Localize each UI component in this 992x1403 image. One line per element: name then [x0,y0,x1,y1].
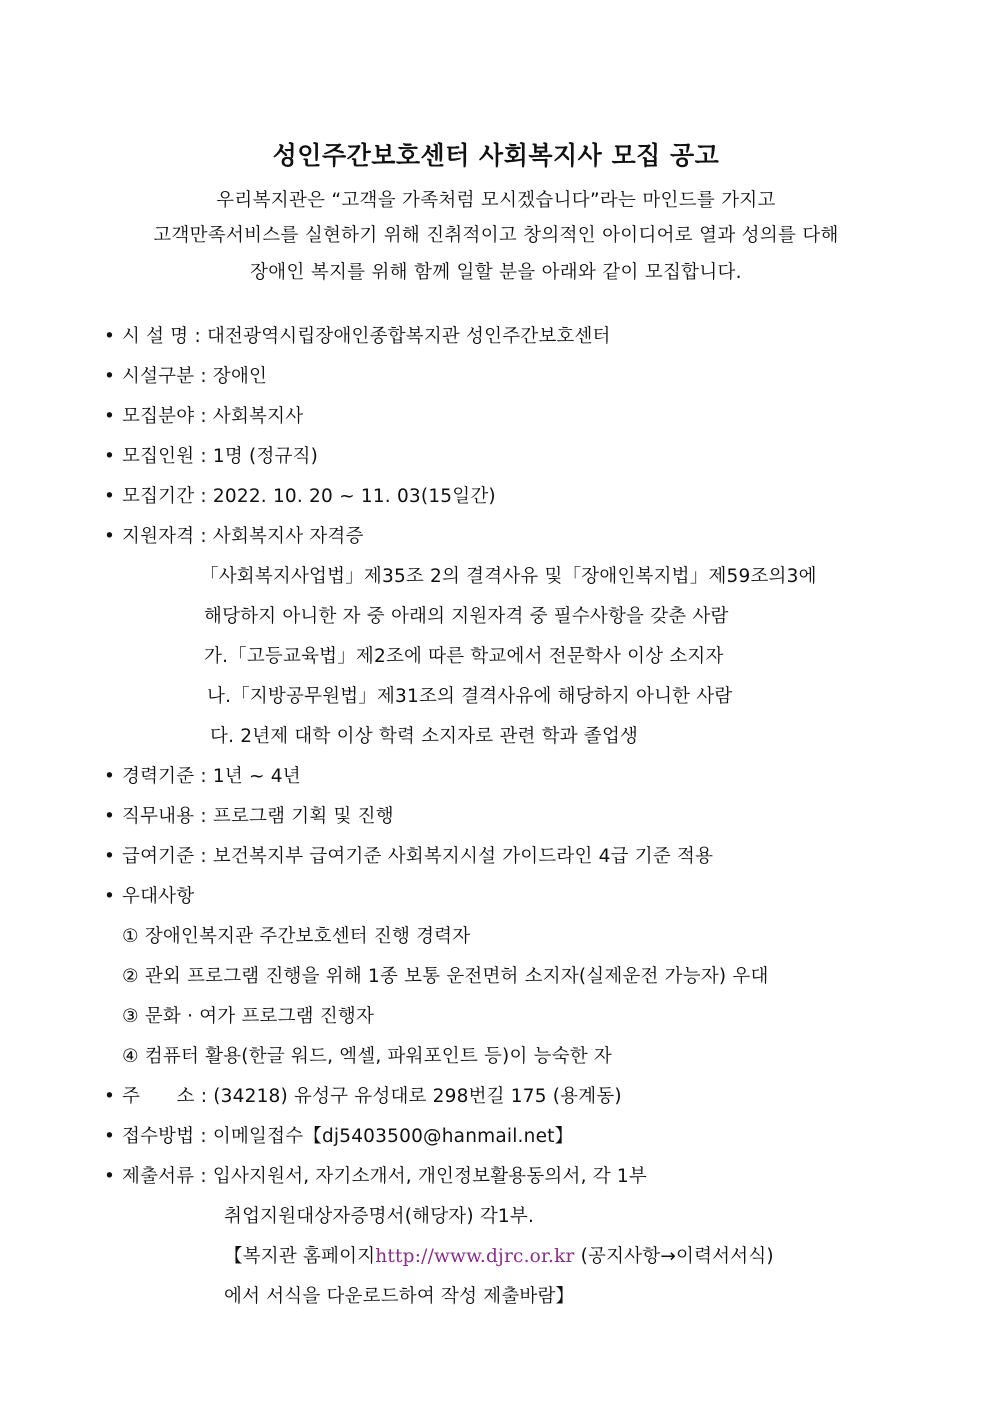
bullet: • [104,1086,116,1107]
item-facility: • 시 설 명 : 대전광역시립장애인종합복지관 성인주간보호센터 [104,326,611,347]
item-label: 우대사항 [122,886,195,907]
item-label: 시 설 명 [122,326,189,347]
documents-line-3-suffix: (공지사항→이력서서식) [574,1246,774,1267]
qualification-detail: 「사회복지사업법」제35조 2의 결격사유 및「장애인복지법」제59조의3에 [200,566,817,587]
preference-detail: ① 장애인복지관 주간보호센터 진행 경력자 [122,926,471,947]
item-value: 이메일접수【dj5403500@hanmail.net】 [212,1126,574,1147]
item-application: • 접수방법 : 이메일접수【dj5403500@hanmail.net】 [104,1126,574,1147]
item-duties: • 직무내용 : 프로그램 기획 및 진행 [104,806,394,827]
item-label: 주 소 [122,1086,195,1107]
item-label: 접수방법 [122,1126,195,1147]
item-value: 사회복지사 자격증 [212,526,364,547]
qualification-detail: 해당하지 아니한 자 중 아래의 지원자격 중 필수사항을 갖춘 사람 [204,606,729,627]
item-value: 대전광역시립장애인종합복지관 성인주간보호센터 [206,326,611,347]
item-headcount: • 모집인원 : 1명 (정규직) [104,446,319,467]
bullet: • [104,446,116,467]
documents-line-3-prefix: 【복지관 홈페이지 [224,1246,376,1267]
bullet: • [104,406,116,427]
item-label: 모집기간 [122,486,195,507]
item-documents: • 제출서류 : 입사지원서, 자기소개서, 개인정보활용동의서, 각 1부 [104,1166,647,1187]
item-value: 1명 (정규직) [212,446,319,467]
item-label: 경력기준 [122,766,195,787]
item-label: 모집분야 [122,406,195,427]
item-label: 모집인원 [122,446,195,467]
item-field: • 모집분야 : 사회복지사 [104,406,304,427]
item-preference [104,882,194,908]
bullet: • [104,1166,116,1187]
item-value: 사회복지사 [212,406,304,427]
intro-line-2: 고객만족서비스를 실현하기 위해 진취적이고 창의적인 아이디어로 열과 성의를 다해 [153,225,839,246]
item-qualification: • 지원자격 : 사회복지사 자격증 [104,526,364,547]
item-period: • 모집기간 : 2022. 10. 20 ~ 11. 03(15일간) [104,486,496,507]
item-label: 제출서류 [122,1166,195,1187]
page-title: 성인주간보호센터 사회복지사 모집 공고 [272,141,720,170]
intro-line-3: 장애인 복지를 위해 함께 일할 분을 아래와 같이 모집합니다. [250,262,742,283]
preference-detail: ② 관외 프로그램 진행을 위해 1종 보통 운전면허 소지자(실제운전 가능자) 우대 [122,966,769,987]
bullet: • [104,806,116,827]
preference-detail: ③ 문화 · 여가 프로그램 진행자 [122,1006,375,1027]
bullet: • [104,486,116,507]
documents-line-2: 취업지원대상자증명서(해당자) 각1부. [224,1206,535,1227]
bullet: • [104,366,116,387]
item-category: • 시설구분 : 장애인 [104,366,268,387]
documents-line-3 [224,1242,774,1268]
item-value: 장애인 [212,366,268,387]
bullet: • [104,526,116,547]
preference-detail: ④ 컴퓨터 활용(한글 워드, 엑셀, 파워포인트 등)이 능숙한 자 [122,1046,612,1067]
homepage-link[interactable]: http://www.djrc.or.kr [375,1246,575,1267]
item-label: 급여기준 [122,846,195,867]
item-value: 1년 ~ 4년 [212,766,301,787]
bullet: • [104,1126,116,1147]
item-value: 보건복지부 급여기준 사회복지시설 가이드라인 4급 기준 적용 [212,846,714,867]
item-label: 직무내용 [122,806,195,827]
bullet: • [104,766,116,787]
bullet: • [104,326,116,347]
item-address: • 주 소 : (34218) 유성구 유성대로 298번길 175 (용계동) [104,1086,622,1107]
item-value: (34218) 유성구 유성대로 298번길 175 (용계동) [213,1086,622,1107]
documents-line-4: 에서 서식을 다운로드하여 작성 제출바람】 [224,1286,575,1307]
intro-line-1: 우리복지관은 “고객을 가족처럼 모시겠습니다”라는 마인드를 가지고 [216,190,776,211]
item-label: 시설구분 [122,366,195,387]
item-value: 입사지원서, 자기소개서, 개인정보활용동의서, 각 1부 [212,1166,647,1187]
qualification-detail: 나.「지방공무원법」제31조의 결격사유에 해당하지 아니한 사람 [207,686,733,707]
item-value: 프로그램 기획 및 진행 [212,806,394,827]
bullet: • [104,886,116,907]
item-experience: • 경력기준 : 1년 ~ 4년 [104,766,301,787]
qualification-detail: 다. 2년제 대학 이상 학력 소지자로 관련 학과 졸업생 [210,726,639,747]
item-salary: • 급여기준 : 보건복지부 급여기준 사회복지시설 가이드라인 4급 기준 적용 [104,846,714,867]
bullet: • [104,846,116,867]
qualification-detail: 가.「고등교육법」제2조에 따른 학교에서 전문학사 이상 소지자 [204,646,724,667]
item-value: 2022. 10. 20 ~ 11. 03(15일간) [212,486,496,507]
item-label: 지원자격 [122,526,195,547]
